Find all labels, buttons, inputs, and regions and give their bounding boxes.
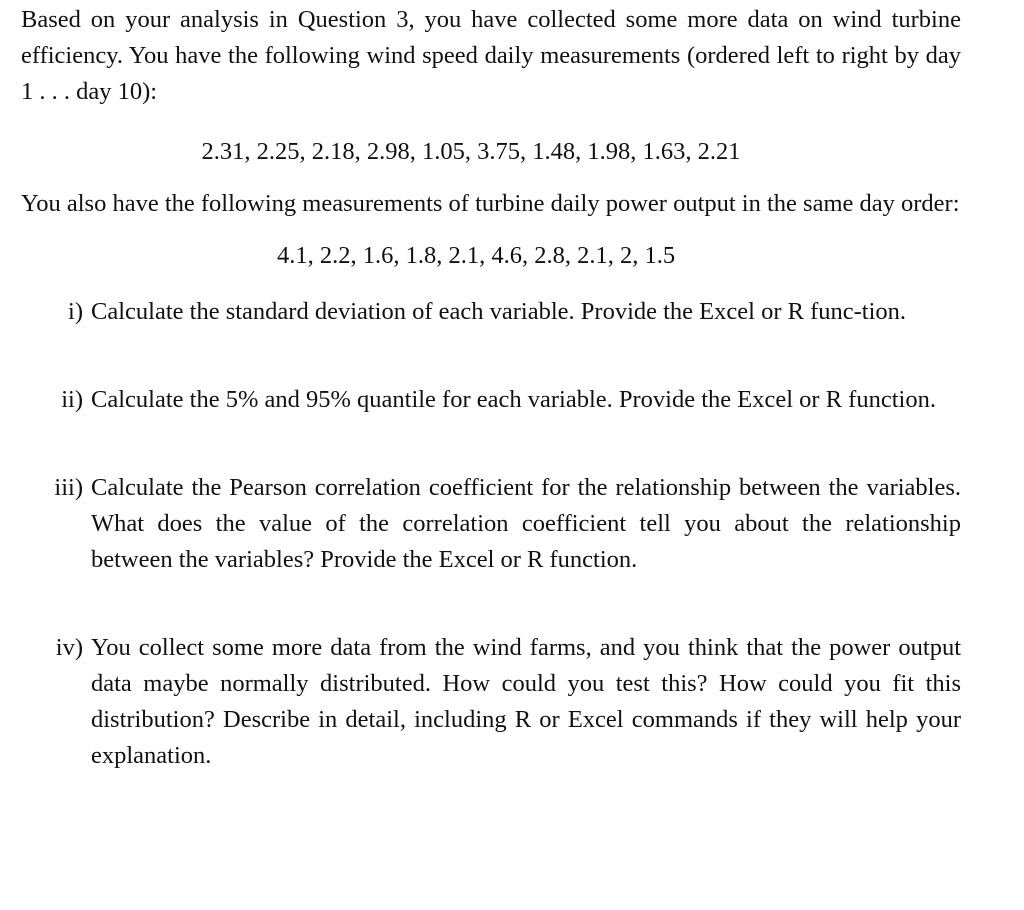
question-number: iv) <box>55 634 83 661</box>
question-item-i <box>21 294 961 330</box>
question-text: Calculate the Pearson correlation coefficient for the relationship between the variables. What does the value of the correlation coefficient tell you about the relationship between the variables? Provide the Excel or R function. <box>91 474 961 573</box>
question-item-ii <box>21 382 961 418</box>
question-text: You collect some more data from the wind farms, and you think that the power output data maybe normally distributed. How could you test this? How could you fit this distribution? Describe in detail, including R or Excel commands if they will help your explanation. <box>91 634 961 769</box>
question-number: iii) <box>54 474 83 501</box>
document-body <box>21 2 961 774</box>
question-list <box>21 294 961 774</box>
question-text: Calculate the standard deviation of each variable. Provide the Excel or R func-tion. <box>91 298 907 325</box>
question-number: ii) <box>61 386 83 413</box>
question-text: Calculate the 5% and 95% quantile for each variable. Provide the Excel or R function. <box>91 386 936 413</box>
question-number: i) <box>68 298 83 325</box>
question-item-iii <box>21 470 961 578</box>
power-output-data: 4.1, 2.2, 1.6, 1.8, 2.1, 4.6, 2.8, 2.1, 2, 1.5 <box>276 242 676 269</box>
power-paragraph: You also have the following measurements of turbine daily power output in the same day order: <box>21 190 960 217</box>
wind-speed-data: 2.31, 2.25, 2.18, 2.98, 1.05, 3.75, 1.48, 1.98, 1.63, 2.21 <box>201 138 741 165</box>
intro-paragraph: Based on your analysis in Question 3, you have collected some more data on wind turbine efficiency. You have the following wind speed daily measurements (ordered left to right by day 1 . . . day 10): <box>21 6 961 105</box>
question-item-iv <box>21 630 961 774</box>
